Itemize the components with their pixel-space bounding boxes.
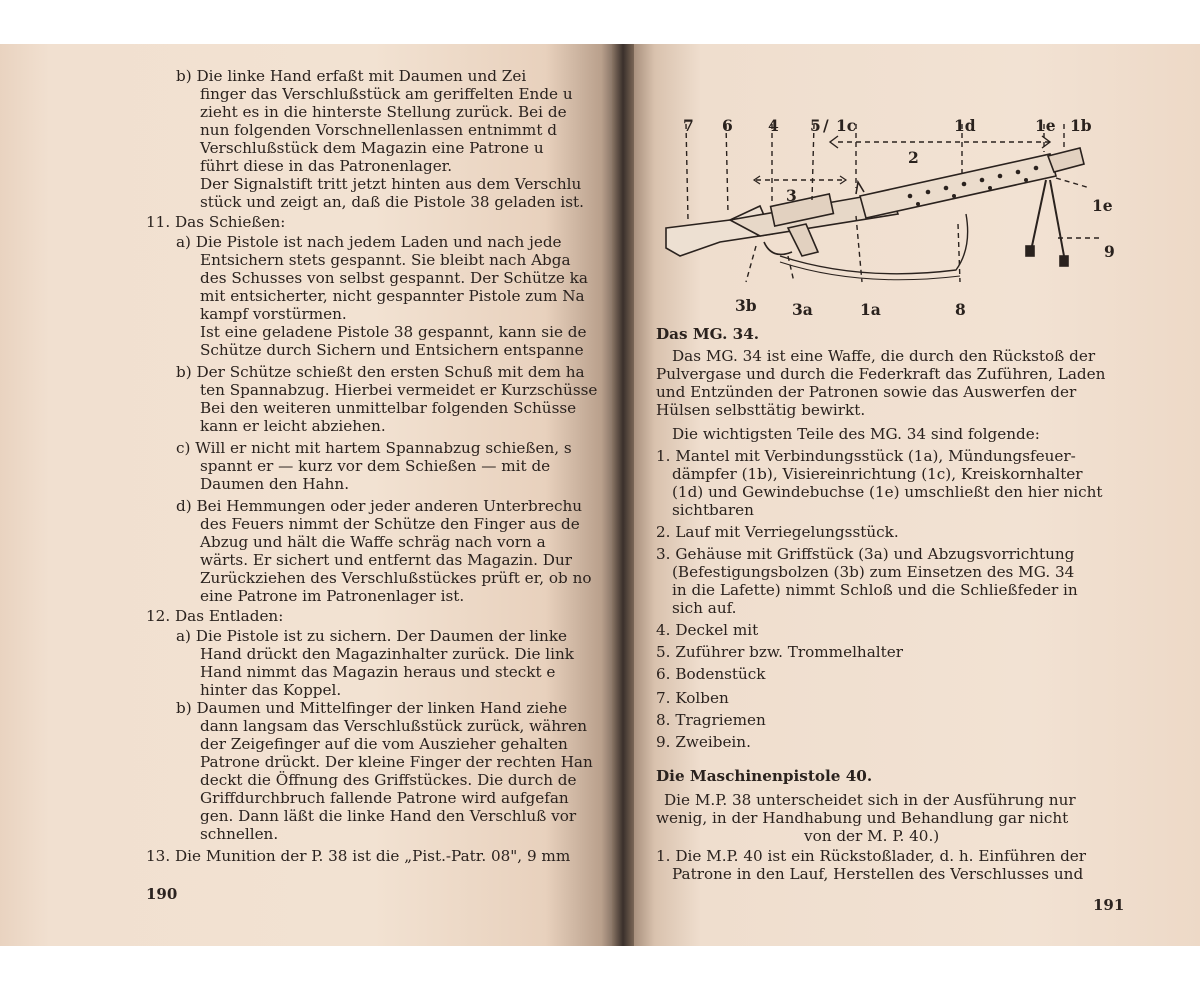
text-line: Hand drückt den Magazinhalter zurück. Die link [200,645,574,663]
text-line: Patrone drückt. Der kleine Finger der rechten Han [200,753,593,771]
text-line: Abzug und hält die Waffe schräg nach vorn a [200,533,546,551]
diagram-label: 3b [735,296,757,315]
text-line: mit entsicherter, nicht gespannter Pistole zum Na [200,287,585,305]
diagram-label: 4 [768,116,779,135]
text-line: von der M. P. 40.) [804,827,940,845]
diagram-label: 1a [860,300,881,319]
text-line: eine Patrone im Patronenlager ist. [200,587,465,605]
text-line: Bei den weiteren unmittelbar folgenden Schüsse [200,399,577,417]
text-line: des Feuers nimmt der Schütze den Finger aus de [200,515,580,533]
text-line: Entsichern stets gespannt. Sie bleibt nach Abga [200,251,571,269]
text-line: 7. Kolben [656,689,729,707]
text-line: Hülsen selbsttätig bewirkt. [656,401,866,419]
text-line: 2. Lauf mit Verriegelungsstück. [656,523,899,541]
text-line: c) Will er nicht mit hartem Spannabzug schießen, s [176,439,572,457]
text-line: Griffdurchbruch fallende Patrone wird aufgefan [200,789,569,807]
text-line: und Entzünden der Patronen sowie das Auswerfen der [656,383,1077,401]
text-line: b) Daumen und Mittelfinger der linken Hand ziehe [176,699,568,717]
text-line: der Zeigefinger auf die vom Auszieher gehalten [200,735,568,753]
text-line: Zurückziehen des Verschlußstückes prüft er, ob no [200,569,592,587]
text-line: stück und zeigt an, daß die Pistole 38 geladen ist. [200,193,584,211]
diagram-label: 7 [683,116,694,135]
diagram-label: 1e [1092,196,1113,215]
text-line: führt diese in das Patronenlager. [200,157,453,175]
text-line: schnellen. [200,825,279,843]
text-line: Die M.P. 38 unterscheidet sich in der Ausführung nur [664,791,1076,809]
text-line: 12. Das Entladen: [146,607,284,625]
text-line: wärts. Er sichert und entfernt das Magazin. Dur [200,551,573,569]
text-line: kampf vorstürmen. [200,305,347,323]
text-line: Daumen den Hahn. [200,475,350,493]
text-line: Hand nimmt das Magazin heraus und steckt e [200,663,556,681]
diagram-label: 9 [1104,242,1115,261]
diagram-label: 3 [786,186,797,205]
text-line: d) Bei Hemmungen oder jeder anderen Unterbrechu [176,497,583,515]
text-line: Die Maschinenpistole 40. [656,767,873,785]
text-line: 1. Die M.P. 40 ist ein Rückstoßlader, d. h. Einführen der [656,847,1087,865]
text-line: a) Die Pistole ist nach jedem Laden und nach jede [176,233,562,251]
text-line: (1d) und Gewindebuchse (1e) umschließt den hier nicht [672,483,1103,501]
diagram-label: 1d [954,116,976,135]
text-line: 3. Gehäuse mit Griffstück (3a) und Abzugsvorrichtung [656,545,1075,563]
text-line: Patrone in den Lauf, Herstellen des Verschlusses und [672,865,1084,883]
text-line: Ist eine geladene Pistole 38 gespannt, kann sie de [200,323,587,341]
diagram-label: 1e [1035,116,1056,135]
text-line: zieht es in die hinterste Stellung zurück. Bei de [200,103,567,121]
text-line: dann langsam das Verschlußstück zurück, währen [200,717,588,735]
text-line: deckt die Öffnung des Griffstückes. Die durch de [200,771,577,789]
text-line: a) Die Pistole ist zu sichern. Der Daumen der linke [176,627,568,645]
text-line: Schütze durch Sichern und Entsichern entspanne [200,341,584,359]
page-number-right: 191 [1093,896,1125,914]
text-line: 5. Zuführer bzw. Trommelhalter [656,643,903,661]
text-line: 9. Zweibein. [656,733,751,751]
text-line: sich auf. [672,599,737,617]
text-line: gen. Dann läßt die linke Hand den Verschluß vor [200,807,577,825]
text-line: in die Lafette) nimmt Schloß und die Schließfeder in [672,581,1078,599]
diagram-label: 1c [836,116,857,135]
diagram-label: / [823,116,829,135]
text-line: kann er leicht abziehen. [200,417,386,435]
text-line: 6. Bodenstück [656,665,766,683]
text-line: Verschlußstück dem Magazin eine Patrone u [200,139,544,157]
page-number-left: 190 [146,885,178,903]
diagram-label: 5 [810,116,821,135]
text-line: Die wichtigsten Teile des MG. 34 sind folgende: [672,425,1040,443]
text-line: 13. Die Munition der P. 38 ist die „Pist.-Patr. 08", 9 mm [146,847,571,865]
text-line: dämpfer (1b), Visiereinrichtung (1c), Kreiskornhalter [672,465,1083,483]
text-line: 11. Das Schießen: [146,213,286,231]
text-line: Der Signalstift tritt jetzt hinten aus dem Verschlu [200,175,582,193]
text-line: wenig, in der Handhabung und Behandlung gar nicht [656,809,1069,827]
diagram-label: 3a [792,300,813,319]
diagram-label: 1b [1070,116,1092,135]
diagram-label: 6 [722,116,733,135]
text-line: 4. Deckel mit [656,621,759,639]
text-line: b) Der Schütze schießt den ersten Schuß mit dem ha [176,363,585,381]
text-line: Das MG. 34 ist eine Waffe, die durch den Rückstoß der [672,347,1096,365]
text-line: des Schusses von selbst gespannt. Der Schütze ka [200,269,588,287]
text-line: sichtbaren [672,501,754,519]
text-line: (Befestigungsbolzen (3b) zum Einsetzen des MG. 34 [672,563,1075,581]
text-line: b) Die linke Hand erfaßt mit Daumen und Zei [176,67,527,85]
text-line: finger das Verschlußstück am geriffelten Ende u [200,85,573,103]
text-line: 8. Tragriemen [656,711,766,729]
text-line: Das MG. 34. [656,325,760,343]
diagram-label: 8 [955,300,966,319]
text-line: nun folgenden Vorschnellenlassen entnimmt d [200,121,557,139]
text-line: Pulvergase und durch die Federkraft das Zuführen, Laden [656,365,1106,383]
book-gutter [612,44,634,946]
text-line: ten Spannabzug. Hierbei vermeidet er Kurzschüsse [200,381,598,399]
text-line: spannt er — kurz vor dem Schießen — mit de [200,457,551,475]
text-line: hinter das Koppel. [200,681,342,699]
diagram-label: 2 [908,148,919,167]
text-line: 1. Mantel mit Verbindungsstück (1a), Mündungsfeuer- [656,447,1076,465]
